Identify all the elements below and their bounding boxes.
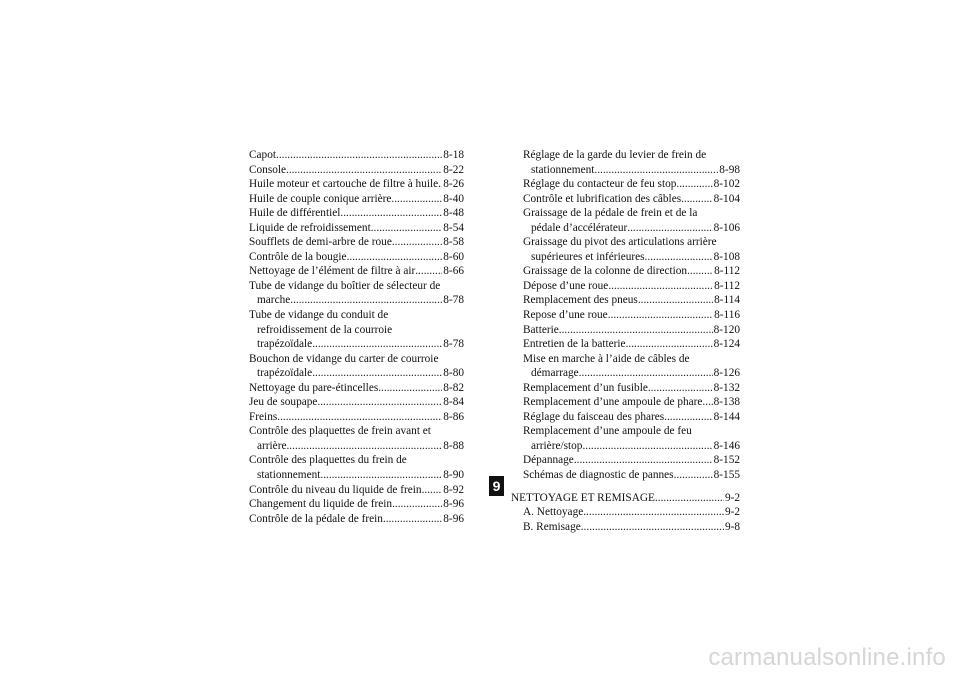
toc-entry-title: Nettoyage de l’élément de filtre à air <box>249 265 416 278</box>
toc-entry-title: pédale d’accélérateur <box>531 221 628 234</box>
dot-leader <box>415 264 442 279</box>
toc-page-number: 8-90 <box>443 469 464 482</box>
toc-entry-title: stationnement <box>531 163 595 176</box>
toc-entry[interactable] <box>249 206 464 221</box>
dot-leader <box>648 381 713 396</box>
toc-page-number: 9-2 <box>724 506 740 519</box>
toc-entry-title: stationnement <box>257 469 321 482</box>
toc-entry[interactable] <box>249 221 464 236</box>
dot-leader <box>645 250 713 265</box>
dot-leader <box>422 483 443 498</box>
dot-leader <box>391 192 442 207</box>
toc-page-number: 8-92 <box>443 483 464 496</box>
toc-entry-title: Graissage du pivot des articulations arrière <box>523 236 717 249</box>
dot-leader <box>286 163 442 178</box>
toc-entry-title: Réglage de la garde du levier de frein de <box>523 149 707 161</box>
toc-entry-title: démarrage <box>531 367 579 380</box>
toc-entry[interactable] <box>249 235 464 250</box>
dot-leader <box>347 250 443 265</box>
dot-leader <box>312 337 442 352</box>
toc-entry[interactable] <box>523 264 740 279</box>
toc-page-number: 8-120 <box>713 323 740 336</box>
toc-entry[interactable] <box>523 337 740 352</box>
toc-page-number: 8-82 <box>443 381 464 394</box>
toc-entry-title: Mise en marche à l’aide de câbles de <box>523 352 690 365</box>
toc-entry-title: Nettoyage du pare-étincelles <box>249 381 379 394</box>
dot-leader <box>392 235 442 250</box>
toc-entry[interactable] <box>249 352 464 381</box>
toc-entry-title: NETTOYAGE ET REMISAGE <box>511 491 655 504</box>
dot-leader <box>286 439 442 454</box>
toc-entry-title: Contrôle des plaquettes du frein de <box>249 454 407 467</box>
toc-entry[interactable] <box>523 308 740 323</box>
toc-entry-title: Huile de différentiel <box>249 207 341 220</box>
dot-leader <box>392 497 442 512</box>
toc-entry-title: Soufflets de demi-arbre de roue <box>249 236 392 249</box>
toc-entry[interactable] <box>249 148 464 163</box>
toc-page-number: 8-88 <box>443 439 464 452</box>
toc-entry-title: Batterie <box>523 323 559 336</box>
toc-entry[interactable] <box>523 177 740 192</box>
toc-entry[interactable] <box>523 520 740 535</box>
toc-page-number: 8-48 <box>443 207 464 220</box>
toc-entry[interactable] <box>523 468 740 483</box>
toc-entry[interactable] <box>523 206 740 235</box>
toc-page-number: 8-58 <box>443 236 464 249</box>
toc-entry[interactable] <box>249 512 464 527</box>
toc-entry[interactable] <box>249 410 464 425</box>
toc-entry-title: Bouchon de vidange du carter de courroie <box>249 352 439 365</box>
toc-entry-title: Contrôle de la bougie <box>249 250 347 263</box>
toc-entry[interactable] <box>249 264 464 279</box>
toc-entry-title: Changement du liquide de frein <box>249 498 393 511</box>
chapter-section <box>511 491 740 535</box>
toc-entry-title: Freins <box>249 410 278 423</box>
toc-page-number: 8-78 <box>443 338 464 351</box>
dot-leader <box>559 323 713 338</box>
chapter-heading[interactable] <box>511 491 740 506</box>
toc-entry-title: Capot <box>249 149 276 161</box>
toc-entry[interactable] <box>249 497 464 512</box>
toc-page-number: 8-60 <box>443 250 464 263</box>
dot-leader <box>664 410 712 425</box>
toc-entry-title: B. Remisage <box>523 520 581 533</box>
toc-entry[interactable] <box>249 279 464 308</box>
dot-leader <box>681 192 713 207</box>
toc-entry-title: Contrôle de la pédale de frein <box>249 512 383 525</box>
toc-entry-title: Dépannage <box>523 454 574 467</box>
toc-entry[interactable] <box>523 148 740 177</box>
toc-entry[interactable] <box>249 395 464 410</box>
toc-page-number: 9-2 <box>724 491 740 504</box>
dot-leader <box>676 177 712 192</box>
toc-entry-title: Réglage du faisceau des phares <box>523 410 665 423</box>
toc-entry[interactable] <box>523 279 740 294</box>
toc-entry-title: Tube de vidange du conduit de <box>249 309 389 322</box>
toc-entry-title: Jeu de soupape <box>249 396 318 409</box>
toc-entry-title: Tube de vidange du boîtier de sélecteur de <box>249 279 441 292</box>
toc-page-number: 8-66 <box>443 265 464 278</box>
toc-entry-title: Contrôle du niveau du liquide de frein <box>249 483 422 496</box>
dot-leader <box>317 395 442 410</box>
dot-leader <box>638 293 713 308</box>
toc-entry-title: Remplacement d’un fusible <box>523 381 648 394</box>
toc-entry[interactable] <box>249 483 464 498</box>
toc-entry-title: Graissage de la pédale de frein et de la <box>523 207 698 220</box>
toc-entry-title: Huile de couple conique arrière <box>249 192 392 205</box>
toc-page-number: 8-96 <box>443 512 464 525</box>
toc-entry[interactable] <box>249 424 464 453</box>
toc-entry-title: Remplacement d’une ampoule de feu <box>523 425 692 438</box>
toc-entry-title: Dépose d’une roue <box>523 279 609 292</box>
toc-page-number: 8-26 <box>443 178 464 191</box>
dot-leader <box>574 453 713 468</box>
dot-leader <box>312 366 442 381</box>
toc-entry[interactable] <box>523 505 740 520</box>
toc-page-number: 8-80 <box>443 367 464 380</box>
toc-right-column <box>511 148 740 534</box>
toc-entry-title: Réglage du contacteur de feu stop <box>523 178 677 191</box>
toc-left-column <box>249 148 464 526</box>
toc-entry-title: trapézoïdale <box>257 367 313 380</box>
dot-leader <box>594 163 718 178</box>
toc-entry-title: Remplacement des pneus <box>523 294 638 307</box>
toc-page-number: 8-108 <box>713 250 740 263</box>
toc-entry[interactable] <box>523 410 740 425</box>
toc-page-number: 8-114 <box>714 294 740 307</box>
toc-page-number: 8-138 <box>713 396 740 409</box>
toc-entry-title: Remplacement d’une ampoule de phare <box>523 396 703 409</box>
toc-entry-title: A. Nettoyage <box>523 506 584 519</box>
dot-leader <box>627 221 712 236</box>
dot-leader <box>320 468 442 483</box>
toc-entry-title: refroidissement de la courroie <box>257 323 393 336</box>
toc-page-number: 8-126 <box>713 367 740 380</box>
toc-entry-title: trapézoïdale <box>257 338 313 351</box>
dot-leader <box>655 491 724 506</box>
toc-page-number: 8-132 <box>713 381 740 394</box>
toc-entry-title: Schémas de diagnostic de pannes <box>523 469 674 482</box>
toc-page-number: 9-8 <box>724 520 740 533</box>
toc-entry[interactable] <box>249 163 464 178</box>
toc-page-number: 8-152 <box>713 454 740 467</box>
toc-page-number: 8-84 <box>443 396 464 409</box>
toc-page-number: 8-86 <box>443 410 464 423</box>
toc-entry-title: Console <box>249 163 287 176</box>
dot-leader <box>378 381 442 396</box>
toc-entry-title: Huile moteur et cartouche de filtre à huile <box>249 178 439 191</box>
toc-page-number: 8-54 <box>443 221 464 234</box>
toc-page-number: 8-104 <box>713 192 740 205</box>
toc-entry[interactable] <box>523 323 740 338</box>
toc-entry-title: Repose d’une roue <box>523 309 608 322</box>
dot-leader <box>583 505 724 520</box>
toc-entry-title: supérieures et inférieures <box>531 250 645 263</box>
toc-page-number: 8-112 <box>714 279 740 292</box>
toc-page-number: 8-144 <box>713 410 740 423</box>
toc-entry[interactable] <box>249 192 464 207</box>
toc-entry-title: Contrôle des plaquettes de frein avant et <box>249 425 431 438</box>
toc-entry-title: arrière/stop <box>531 439 583 452</box>
dot-leader <box>582 439 712 454</box>
toc-entry[interactable] <box>249 381 464 396</box>
dot-leader <box>674 468 713 483</box>
toc-entry[interactable] <box>249 250 464 265</box>
dot-leader <box>276 148 442 163</box>
toc-entry-title: Graissage de la colonne de direction <box>523 265 688 278</box>
toc-entry[interactable] <box>249 308 464 352</box>
dot-leader <box>702 395 712 410</box>
toc-entry[interactable] <box>523 352 740 381</box>
toc-entry[interactable] <box>523 395 740 410</box>
toc-page-number: 8-18 <box>443 149 464 161</box>
toc-page-number: 8-22 <box>443 163 464 176</box>
toc-entry[interactable] <box>249 453 464 482</box>
toc-page-number: 8-96 <box>443 498 464 511</box>
toc-entry[interactable] <box>249 177 464 192</box>
toc-entry-title: arrière <box>257 439 287 452</box>
toc-page-number: 8-98 <box>719 163 740 176</box>
toc-page-number: 8-155 <box>713 469 740 482</box>
dot-leader <box>608 308 713 323</box>
dot-leader <box>626 337 713 352</box>
dot-leader <box>687 264 713 279</box>
toc-entry[interactable] <box>523 235 740 264</box>
toc-page-number: 8-124 <box>713 338 740 351</box>
watermark: carmanualsonline.info <box>708 644 946 671</box>
toc-page-number: 8-102 <box>713 178 740 191</box>
toc-entry-title: marche <box>257 294 291 307</box>
dot-leader <box>383 512 442 527</box>
toc-entry-title: Entretien de la batterie <box>523 338 626 351</box>
toc-entry[interactable] <box>523 424 740 453</box>
toc-page-number: 8-40 <box>443 192 464 205</box>
chapter-tab: 9 <box>489 476 504 496</box>
dot-leader <box>277 410 442 425</box>
toc-page-number: 8-106 <box>713 221 740 234</box>
toc-page-number: 8-146 <box>713 439 740 452</box>
toc-page-number: 8-116 <box>714 309 740 322</box>
toc-entry-title: Contrôle et lubrification des câbles <box>523 192 682 205</box>
toc-entry[interactable] <box>523 192 740 207</box>
toc-page-number: 8-78 <box>443 294 464 307</box>
toc-entry[interactable] <box>523 453 740 468</box>
toc-page-number: 8-112 <box>714 265 740 278</box>
dot-leader <box>371 221 443 236</box>
toc-entry[interactable] <box>523 293 740 308</box>
dot-leader <box>581 520 724 535</box>
dot-leader <box>608 279 713 294</box>
toc-entry-title: Liquide de refroidissement <box>249 221 371 234</box>
dot-leader <box>340 206 442 221</box>
dot-leader <box>579 366 713 381</box>
toc-entry[interactable] <box>523 381 740 396</box>
dot-leader <box>290 293 442 308</box>
